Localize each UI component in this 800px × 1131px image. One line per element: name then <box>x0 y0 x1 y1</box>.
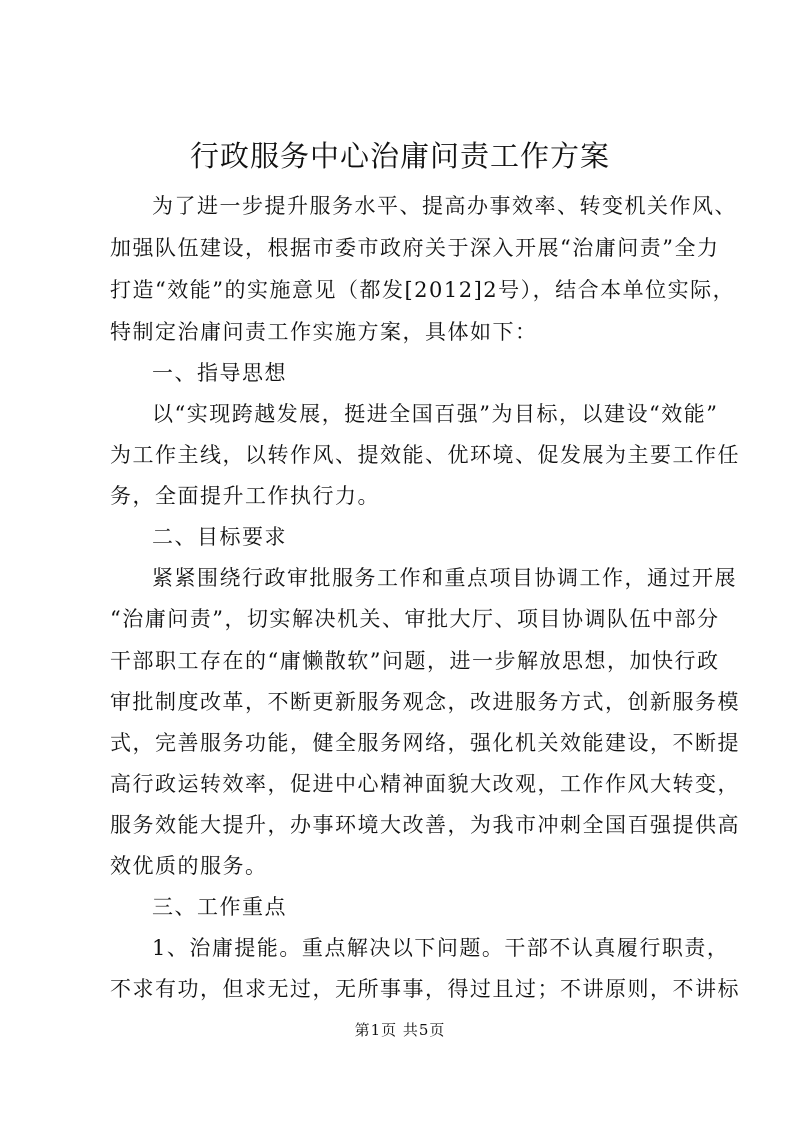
section-heading: 二、目标要求 <box>152 525 287 549</box>
body-line: 审批制度改革，不断更新服务观念，改进服务方式，创新服务模 <box>110 690 740 714</box>
body-line: 服务效能大提升，办事环境大改善，为我市冲刺全国百强提供高 <box>110 813 740 837</box>
section-heading: 三、工作重点 <box>152 895 287 919</box>
body-line: 1、治庸提能。重点解决以下问题。干部不认真履行职责， <box>152 936 730 960</box>
body-line: 为工作主线，以转作风、提效能、优环境、促发展为主要工作任 <box>110 443 740 467</box>
page-footer: 第1页 共5页 <box>354 1021 446 1039</box>
body-line: 务，全面提升工作执行力。 <box>110 484 380 508</box>
body-line: 干部职工存在的“庸懒散软”问题，进一步解放思想，加快行政 <box>110 649 720 673</box>
body-line: 效优质的服务。 <box>110 854 268 878</box>
body-line: 式，完善服务功能，健全服务网络，强化机关效能建设，不断提 <box>110 731 740 755</box>
body-line: 特制定治庸问责工作实施方案，具体如下： <box>110 320 538 344</box>
document-title: 行政服务中心治庸问责工作方案 <box>189 139 610 173</box>
body-line: 紧紧围绕行政审批服务工作和重点项目协调工作，通过开展 <box>152 566 737 590</box>
body-line: “治庸问责”，切实解决机关、审批大厅、项目协调队伍中部分 <box>110 607 720 631</box>
body-line: 打造“效能”的实施意见（都发[2012]2号），结合本单位实际， <box>110 278 736 302</box>
body-line: 加强队伍建设，根据市委市政府关于深入开展“治庸问责”全力 <box>110 236 720 260</box>
body-line: 高行政运转效率，促进中心精神面貌大改观，工作作风大转变， <box>110 772 740 796</box>
body-line: 不求有功，但求无过，无所事事，得过且过；不讲原则，不讲标 <box>110 977 740 1001</box>
section-heading: 一、指导思想 <box>152 361 287 385</box>
body-line: 以“实现跨越发展，挺进全国百强”为目标，以建设“效能” <box>152 402 719 426</box>
body-line: 为了进一步提升服务水平、提高办事效率、转变机关作风、 <box>152 194 737 218</box>
